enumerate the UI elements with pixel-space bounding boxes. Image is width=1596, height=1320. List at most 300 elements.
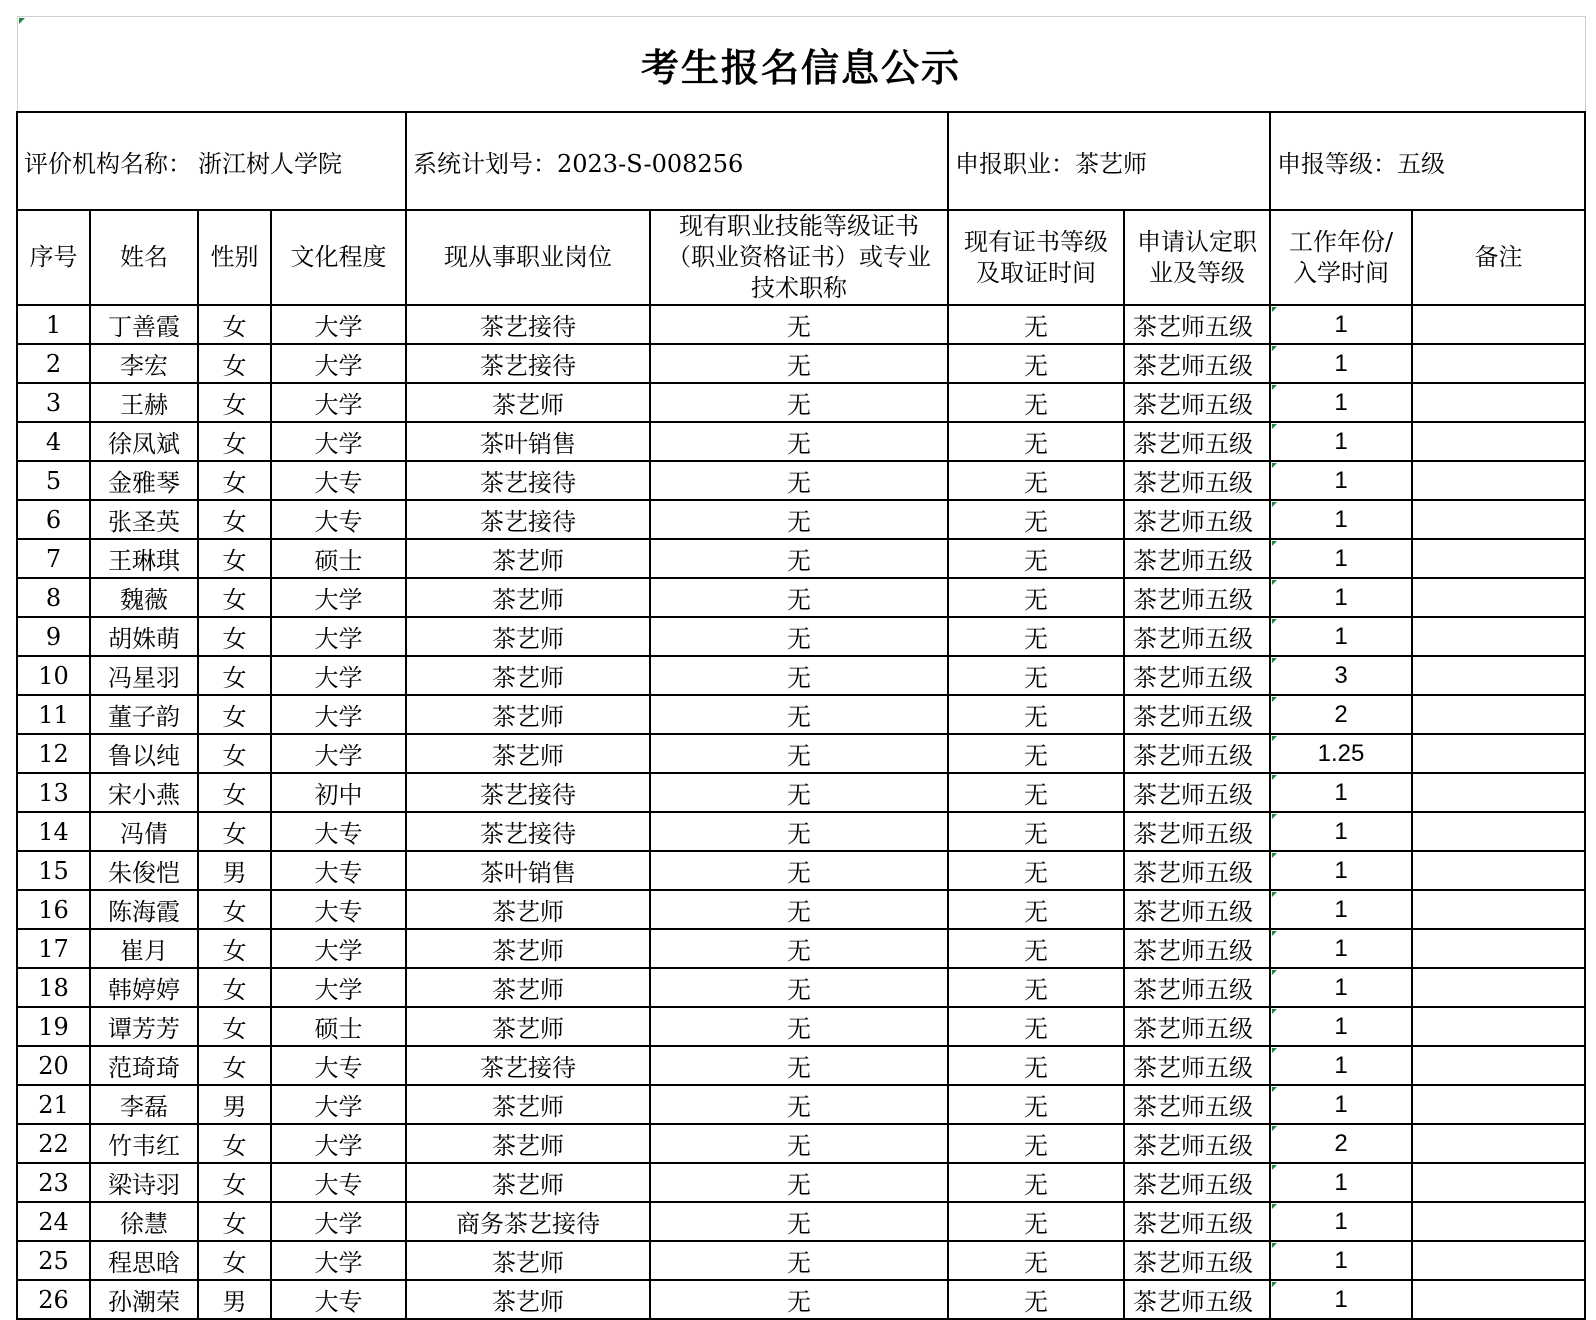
cell-remarks[interactable]	[1412, 890, 1585, 929]
cell-current-cert[interactable]: 无	[650, 1085, 948, 1124]
cell-gender[interactable]: 女	[198, 695, 271, 734]
cell-years[interactable]	[1270, 890, 1412, 929]
cell-years[interactable]	[1270, 305, 1412, 344]
cell-gender[interactable]: 女	[198, 578, 271, 617]
cell-apply-level[interactable]: 茶艺师五级	[1124, 851, 1270, 890]
cell-seq[interactable]: 2	[17, 344, 90, 383]
cell-current-cert[interactable]: 无	[650, 1163, 948, 1202]
cell-years[interactable]	[1270, 1163, 1412, 1202]
cell-education[interactable]: 大学	[271, 1085, 406, 1124]
cell-seq[interactable]: 26	[17, 1280, 90, 1319]
cell-education[interactable]: 大学	[271, 344, 406, 383]
cell-name[interactable]: 王赫	[90, 383, 198, 422]
cell-marker-icon	[1272, 1282, 1277, 1287]
cell-remarks[interactable]	[1412, 656, 1585, 695]
column-header-row	[17, 210, 1585, 305]
cell-education[interactable]: 大专	[271, 1163, 406, 1202]
cell-apply-level[interactable]: 茶艺师五级	[1124, 1046, 1270, 1085]
cell-remarks[interactable]	[1412, 383, 1585, 422]
cell-job[interactable]: 茶艺师	[406, 617, 650, 656]
cell-cert-level-time[interactable]: 无	[948, 656, 1124, 695]
occupation-value: 茶艺师	[1075, 149, 1147, 178]
cell-apply-level[interactable]: 茶艺师五级	[1124, 773, 1270, 812]
cell-apply-level[interactable]: 茶艺师五级	[1124, 578, 1270, 617]
cell-job[interactable]: 茶艺接待	[406, 812, 650, 851]
cell-education[interactable]: 初中	[271, 773, 406, 812]
cell-marker-icon	[1272, 541, 1277, 546]
cell-education[interactable]: 大学	[271, 734, 406, 773]
cell-education[interactable]: 大学	[271, 695, 406, 734]
cell-job[interactable]: 商务茶艺接待	[406, 1202, 650, 1241]
level-value: 五级	[1397, 149, 1445, 178]
cell-current-cert[interactable]: 无	[650, 383, 948, 422]
cell-job[interactable]: 茶艺师	[406, 929, 650, 968]
cell-name[interactable]: 李宏	[90, 344, 198, 383]
occupation-info-cell[interactable]	[948, 112, 1270, 210]
cell-apply-level[interactable]: 茶艺师五级	[1124, 812, 1270, 851]
cell-gender[interactable]: 女	[198, 500, 271, 539]
cell-education[interactable]: 大专	[271, 1046, 406, 1085]
cell-remarks[interactable]	[1412, 734, 1585, 773]
cell-gender[interactable]: 女	[198, 383, 271, 422]
cell-seq[interactable]: 3	[17, 383, 90, 422]
cell-remarks[interactable]	[1412, 539, 1585, 578]
cell-years[interactable]	[1270, 851, 1412, 890]
header-education[interactable]: 文化程度	[271, 210, 406, 305]
cell-current-cert[interactable]: 无	[650, 929, 948, 968]
cell-years[interactable]	[1270, 734, 1412, 773]
cell-gender[interactable]: 男	[198, 1085, 271, 1124]
cell-remarks[interactable]	[1412, 500, 1585, 539]
cell-years[interactable]	[1270, 500, 1412, 539]
cell-job[interactable]: 茶艺师	[406, 1007, 650, 1046]
cell-education[interactable]: 大专	[271, 812, 406, 851]
years-value: 1	[1334, 934, 1348, 962]
cell-remarks[interactable]	[1412, 344, 1585, 383]
cell-seq[interactable]: 22	[17, 1124, 90, 1163]
cell-cert-level-time[interactable]: 无	[948, 929, 1124, 968]
cell-gender[interactable]: 女	[198, 422, 271, 461]
cell-apply-level[interactable]: 茶艺师五级	[1124, 929, 1270, 968]
cell-current-cert[interactable]: 无	[650, 1241, 948, 1280]
cell-cert-level-time[interactable]: 无	[948, 1241, 1124, 1280]
cell-years[interactable]	[1270, 1007, 1412, 1046]
cell-current-cert[interactable]: 无	[650, 968, 948, 1007]
cell-remarks[interactable]	[1412, 968, 1585, 1007]
cell-current-cert[interactable]: 无	[650, 1280, 948, 1319]
cell-remarks[interactable]	[1412, 1124, 1585, 1163]
cell-apply-level[interactable]: 茶艺师五级	[1124, 656, 1270, 695]
cell-education[interactable]: 大专	[271, 500, 406, 539]
cell-seq[interactable]: 24	[17, 1202, 90, 1241]
level-info-cell[interactable]	[1270, 112, 1585, 210]
cell-years[interactable]	[1270, 1085, 1412, 1124]
cell-cert-level-time[interactable]: 无	[948, 773, 1124, 812]
cell-gender[interactable]: 女	[198, 1241, 271, 1280]
cell-cert-level-time[interactable]: 无	[948, 539, 1124, 578]
header-years[interactable]: 工作年份/入学时间	[1270, 210, 1412, 305]
cell-current-cert[interactable]: 无	[650, 773, 948, 812]
cell-apply-level[interactable]: 茶艺师五级	[1124, 383, 1270, 422]
header-apply-level[interactable]: 申请认定职业及等级	[1124, 210, 1270, 305]
cell-years[interactable]	[1270, 1280, 1412, 1319]
cell-years[interactable]	[1270, 422, 1412, 461]
cell-name[interactable]: 鲁以纯	[90, 734, 198, 773]
cell-cert-level-time[interactable]: 无	[948, 1280, 1124, 1319]
cell-remarks[interactable]	[1412, 1007, 1585, 1046]
cell-name[interactable]: 竹韦红	[90, 1124, 198, 1163]
cell-seq[interactable]: 8	[17, 578, 90, 617]
cell-gender[interactable]: 女	[198, 1046, 271, 1085]
cell-job[interactable]: 茶艺师	[406, 1163, 650, 1202]
cell-current-cert[interactable]: 无	[650, 812, 948, 851]
cell-seq[interactable]: 18	[17, 968, 90, 1007]
header-seq[interactable]: 序号	[17, 210, 90, 305]
cell-remarks[interactable]	[1412, 1202, 1585, 1241]
cell-job[interactable]: 茶艺师	[406, 383, 650, 422]
cell-job[interactable]: 茶艺接待	[406, 305, 650, 344]
cell-seq[interactable]: 16	[17, 890, 90, 929]
cell-cert-level-time[interactable]: 无	[948, 1007, 1124, 1046]
cell-remarks[interactable]	[1412, 1241, 1585, 1280]
cell-cert-level-time[interactable]: 无	[948, 383, 1124, 422]
cell-gender[interactable]: 女	[198, 344, 271, 383]
cell-cert-level-time[interactable]: 无	[948, 890, 1124, 929]
cell-education[interactable]: 大学	[271, 1241, 406, 1280]
cell-seq[interactable]: 19	[17, 1007, 90, 1046]
cell-cert-level-time[interactable]: 无	[948, 851, 1124, 890]
cell-remarks[interactable]	[1412, 1085, 1585, 1124]
cell-name[interactable]: 王琳琪	[90, 539, 198, 578]
years-value: 2	[1334, 700, 1348, 728]
cell-education[interactable]: 大学	[271, 656, 406, 695]
cell-job[interactable]: 茶艺师	[406, 1280, 650, 1319]
cell-cert-level-time[interactable]: 无	[948, 422, 1124, 461]
years-value: 1	[1334, 1051, 1348, 1079]
cell-gender[interactable]: 男	[198, 851, 271, 890]
cell-job[interactable]: 茶艺师	[406, 890, 650, 929]
cell-current-cert[interactable]: 无	[650, 695, 948, 734]
cell-education[interactable]: 大学	[271, 1202, 406, 1241]
cell-years[interactable]	[1270, 929, 1412, 968]
cell-current-cert[interactable]: 无	[650, 1124, 948, 1163]
cell-name[interactable]: 陈海霞	[90, 890, 198, 929]
plan-info-cell[interactable]	[406, 112, 948, 210]
cell-cert-level-time[interactable]: 无	[948, 1124, 1124, 1163]
cell-cert-level-time[interactable]: 无	[948, 734, 1124, 773]
cell-gender[interactable]: 男	[198, 1280, 271, 1319]
cell-apply-level[interactable]: 茶艺师五级	[1124, 344, 1270, 383]
cell-job[interactable]: 茶艺接待	[406, 344, 650, 383]
table-row	[17, 1163, 1585, 1202]
cell-current-cert[interactable]: 无	[650, 539, 948, 578]
cell-gender[interactable]: 女	[198, 617, 271, 656]
cell-job[interactable]: 茶艺师	[406, 695, 650, 734]
cell-gender[interactable]: 女	[198, 968, 271, 1007]
page-title-cell[interactable]	[17, 17, 1585, 113]
cell-apply-level[interactable]: 茶艺师五级	[1124, 500, 1270, 539]
cell-remarks[interactable]	[1412, 578, 1585, 617]
cell-education[interactable]: 大学	[271, 968, 406, 1007]
cell-remarks[interactable]	[1412, 851, 1585, 890]
cell-name[interactable]: 徐凤斌	[90, 422, 198, 461]
cell-years[interactable]	[1270, 344, 1412, 383]
cell-gender[interactable]: 女	[198, 812, 271, 851]
header-cert-level-time[interactable]: 现有证书等级及取证时间	[948, 210, 1124, 305]
cell-apply-level[interactable]: 茶艺师五级	[1124, 1280, 1270, 1319]
table-row	[17, 383, 1585, 422]
cell-current-cert[interactable]: 无	[650, 890, 948, 929]
cell-cert-level-time[interactable]: 无	[948, 617, 1124, 656]
cell-current-cert[interactable]: 无	[650, 305, 948, 344]
cell-apply-level[interactable]: 茶艺师五级	[1124, 539, 1270, 578]
cell-marker-icon	[1272, 502, 1277, 507]
cell-cert-level-time[interactable]: 无	[948, 812, 1124, 851]
cell-name[interactable]: 朱俊恺	[90, 851, 198, 890]
cell-apply-level[interactable]: 茶艺师五级	[1124, 305, 1270, 344]
cell-years[interactable]	[1270, 1046, 1412, 1085]
cell-gender[interactable]: 女	[198, 1163, 271, 1202]
cell-current-cert[interactable]: 无	[650, 656, 948, 695]
cell-remarks[interactable]	[1412, 1163, 1585, 1202]
cell-name[interactable]: 宋小燕	[90, 773, 198, 812]
cell-years[interactable]	[1270, 656, 1412, 695]
cell-cert-level-time[interactable]: 无	[948, 461, 1124, 500]
cell-remarks[interactable]	[1412, 1046, 1585, 1085]
registration-table	[16, 16, 1586, 1320]
cell-seq[interactable]: 14	[17, 812, 90, 851]
cell-cert-level-time[interactable]: 无	[948, 1202, 1124, 1241]
cell-cert-level-time[interactable]: 无	[948, 344, 1124, 383]
cell-apply-level[interactable]: 茶艺师五级	[1124, 695, 1270, 734]
cell-apply-level[interactable]: 茶艺师五级	[1124, 1202, 1270, 1241]
cell-cert-level-time[interactable]: 无	[948, 968, 1124, 1007]
cell-job[interactable]: 茶叶销售	[406, 422, 650, 461]
cell-job[interactable]: 茶艺师	[406, 539, 650, 578]
cell-current-cert[interactable]: 无	[650, 617, 948, 656]
cell-seq[interactable]: 17	[17, 929, 90, 968]
cell-remarks[interactable]	[1412, 461, 1585, 500]
cell-name[interactable]: 金雅琴	[90, 461, 198, 500]
cell-gender[interactable]: 女	[198, 539, 271, 578]
cell-name[interactable]: 李磊	[90, 1085, 198, 1124]
cell-cert-level-time[interactable]: 无	[948, 1046, 1124, 1085]
cell-seq[interactable]: 4	[17, 422, 90, 461]
cell-current-cert[interactable]: 无	[650, 1046, 948, 1085]
cell-gender[interactable]: 女	[198, 1007, 271, 1046]
cell-job[interactable]: 茶艺接待	[406, 1046, 650, 1085]
cell-seq[interactable]: 6	[17, 500, 90, 539]
cell-years[interactable]	[1270, 383, 1412, 422]
cell-remarks[interactable]	[1412, 422, 1585, 461]
header-current-cert[interactable]: 现有职业技能等级证书（职业资格证书）或专业技术职称	[650, 210, 948, 305]
cell-current-cert[interactable]: 无	[650, 422, 948, 461]
cell-years[interactable]	[1270, 578, 1412, 617]
cell-job[interactable]: 茶艺师	[406, 656, 650, 695]
cell-current-cert[interactable]: 无	[650, 1202, 948, 1241]
cell-education[interactable]: 大学	[271, 305, 406, 344]
cell-apply-level[interactable]: 茶艺师五级	[1124, 1007, 1270, 1046]
cell-apply-level[interactable]: 茶艺师五级	[1124, 461, 1270, 500]
cell-marker-icon	[1272, 697, 1277, 702]
header-name[interactable]: 姓名	[90, 210, 198, 305]
cell-education[interactable]: 大学	[271, 617, 406, 656]
cell-seq[interactable]: 25	[17, 1241, 90, 1280]
cell-name[interactable]: 梁诗羽	[90, 1163, 198, 1202]
cell-seq[interactable]: 9	[17, 617, 90, 656]
cell-name[interactable]: 胡姝萌	[90, 617, 198, 656]
cell-remarks[interactable]	[1412, 812, 1585, 851]
cell-seq[interactable]: 7	[17, 539, 90, 578]
cell-name[interactable]: 丁善霞	[90, 305, 198, 344]
cell-job[interactable]: 茶叶销售	[406, 851, 650, 890]
cell-education[interactable]: 大学	[271, 383, 406, 422]
cell-years[interactable]	[1270, 1241, 1412, 1280]
cell-name[interactable]: 谭芳芳	[90, 1007, 198, 1046]
cell-name[interactable]: 徐慧	[90, 1202, 198, 1241]
cell-seq[interactable]: 12	[17, 734, 90, 773]
cell-apply-level[interactable]: 茶艺师五级	[1124, 617, 1270, 656]
cell-seq[interactable]: 20	[17, 1046, 90, 1085]
cell-job[interactable]: 茶艺接待	[406, 773, 650, 812]
cell-marker-icon	[1272, 775, 1277, 780]
cell-current-cert[interactable]: 无	[650, 734, 948, 773]
cell-apply-level[interactable]: 茶艺师五级	[1124, 1085, 1270, 1124]
table-row	[17, 734, 1585, 773]
cell-years[interactable]	[1270, 1202, 1412, 1241]
cell-current-cert[interactable]: 无	[650, 461, 948, 500]
cell-seq[interactable]: 21	[17, 1085, 90, 1124]
table-row	[17, 890, 1585, 929]
cell-name[interactable]: 冯星羽	[90, 656, 198, 695]
table-row	[17, 305, 1585, 344]
cell-seq[interactable]: 10	[17, 656, 90, 695]
cell-job[interactable]: 茶艺接待	[406, 461, 650, 500]
cell-gender[interactable]: 女	[198, 305, 271, 344]
cell-job[interactable]: 茶艺师	[406, 1085, 650, 1124]
cell-cert-level-time[interactable]: 无	[948, 695, 1124, 734]
years-value: 1	[1334, 622, 1348, 650]
cell-cert-level-time[interactable]: 无	[948, 1085, 1124, 1124]
cell-remarks[interactable]	[1412, 1280, 1585, 1319]
cell-apply-level[interactable]: 茶艺师五级	[1124, 890, 1270, 929]
years-value: 1	[1334, 583, 1348, 611]
cell-name[interactable]: 张圣英	[90, 500, 198, 539]
cell-apply-level[interactable]: 茶艺师五级	[1124, 1124, 1270, 1163]
cell-education[interactable]: 大专	[271, 890, 406, 929]
cell-current-cert[interactable]: 无	[650, 500, 948, 539]
cell-marker-icon	[1272, 463, 1277, 468]
cell-education[interactable]: 大专	[271, 1280, 406, 1319]
table-row	[17, 344, 1585, 383]
cell-seq[interactable]: 15	[17, 851, 90, 890]
cell-gender[interactable]: 女	[198, 1124, 271, 1163]
cell-education[interactable]: 硕士	[271, 1007, 406, 1046]
cell-name[interactable]: 程思晗	[90, 1241, 198, 1280]
cell-seq[interactable]: 1	[17, 305, 90, 344]
cell-marker-icon	[1272, 424, 1277, 429]
cell-remarks[interactable]	[1412, 773, 1585, 812]
cell-name[interactable]: 魏薇	[90, 578, 198, 617]
cell-job[interactable]: 茶艺师	[406, 578, 650, 617]
cell-remarks[interactable]	[1412, 929, 1585, 968]
cell-job[interactable]: 茶艺师	[406, 968, 650, 1007]
cell-years[interactable]	[1270, 968, 1412, 1007]
cell-current-cert[interactable]: 无	[650, 1007, 948, 1046]
cell-gender[interactable]: 女	[198, 773, 271, 812]
cell-education[interactable]: 大专	[271, 461, 406, 500]
cell-cert-level-time[interactable]: 无	[948, 500, 1124, 539]
cell-apply-level[interactable]: 茶艺师五级	[1124, 968, 1270, 1007]
years-value: 3	[1334, 661, 1348, 689]
cell-education[interactable]: 硕士	[271, 539, 406, 578]
cell-apply-level[interactable]: 茶艺师五级	[1124, 422, 1270, 461]
cell-name[interactable]: 崔月	[90, 929, 198, 968]
cell-education[interactable]: 大专	[271, 851, 406, 890]
cell-seq[interactable]: 23	[17, 1163, 90, 1202]
cell-cert-level-time[interactable]: 无	[948, 578, 1124, 617]
table-row	[17, 1085, 1585, 1124]
cell-cert-level-time[interactable]: 无	[948, 1163, 1124, 1202]
cell-apply-level[interactable]: 茶艺师五级	[1124, 734, 1270, 773]
cell-marker-icon	[1272, 736, 1277, 741]
cell-gender[interactable]: 女	[198, 734, 271, 773]
cell-job[interactable]: 茶艺接待	[406, 500, 650, 539]
cell-education[interactable]: 大学	[271, 1124, 406, 1163]
cell-years[interactable]	[1270, 773, 1412, 812]
cell-gender[interactable]: 女	[198, 929, 271, 968]
cell-name[interactable]: 董子韵	[90, 695, 198, 734]
cell-current-cert[interactable]: 无	[650, 344, 948, 383]
cell-remarks[interactable]	[1412, 617, 1585, 656]
cell-apply-level[interactable]: 茶艺师五级	[1124, 1163, 1270, 1202]
cell-seq[interactable]: 5	[17, 461, 90, 500]
cell-name[interactable]: 冯倩	[90, 812, 198, 851]
header-gender[interactable]: 性别	[198, 210, 271, 305]
cell-gender[interactable]: 女	[198, 890, 271, 929]
cell-education[interactable]: 大学	[271, 422, 406, 461]
cell-gender[interactable]: 女	[198, 461, 271, 500]
cell-remarks[interactable]	[1412, 695, 1585, 734]
cell-education[interactable]: 大学	[271, 578, 406, 617]
cell-current-cert[interactable]: 无	[650, 578, 948, 617]
cell-remarks[interactable]	[1412, 305, 1585, 344]
cell-name[interactable]: 孙潮荣	[90, 1280, 198, 1319]
cell-job[interactable]: 茶艺师	[406, 734, 650, 773]
cell-years[interactable]	[1270, 812, 1412, 851]
cell-cert-level-time[interactable]: 无	[948, 305, 1124, 344]
cell-gender[interactable]: 女	[198, 656, 271, 695]
org-info-cell[interactable]	[17, 112, 406, 210]
header-job[interactable]: 现从事职业岗位	[406, 210, 650, 305]
cell-name[interactable]: 韩婷婷	[90, 968, 198, 1007]
cell-years[interactable]	[1270, 539, 1412, 578]
cell-seq[interactable]: 13	[17, 773, 90, 812]
cell-years[interactable]	[1270, 695, 1412, 734]
cell-years[interactable]	[1270, 617, 1412, 656]
cell-apply-level[interactable]: 茶艺师五级	[1124, 1241, 1270, 1280]
cell-years[interactable]	[1270, 461, 1412, 500]
cell-seq[interactable]: 11	[17, 695, 90, 734]
cell-education[interactable]: 大学	[271, 929, 406, 968]
header-remarks[interactable]: 备注	[1412, 210, 1585, 305]
cell-gender[interactable]: 女	[198, 1202, 271, 1241]
cell-job[interactable]: 茶艺师	[406, 1241, 650, 1280]
cell-current-cert[interactable]: 无	[650, 851, 948, 890]
cell-years[interactable]	[1270, 1124, 1412, 1163]
cell-job[interactable]: 茶艺师	[406, 1124, 650, 1163]
cell-name[interactable]: 范琦琦	[90, 1046, 198, 1085]
